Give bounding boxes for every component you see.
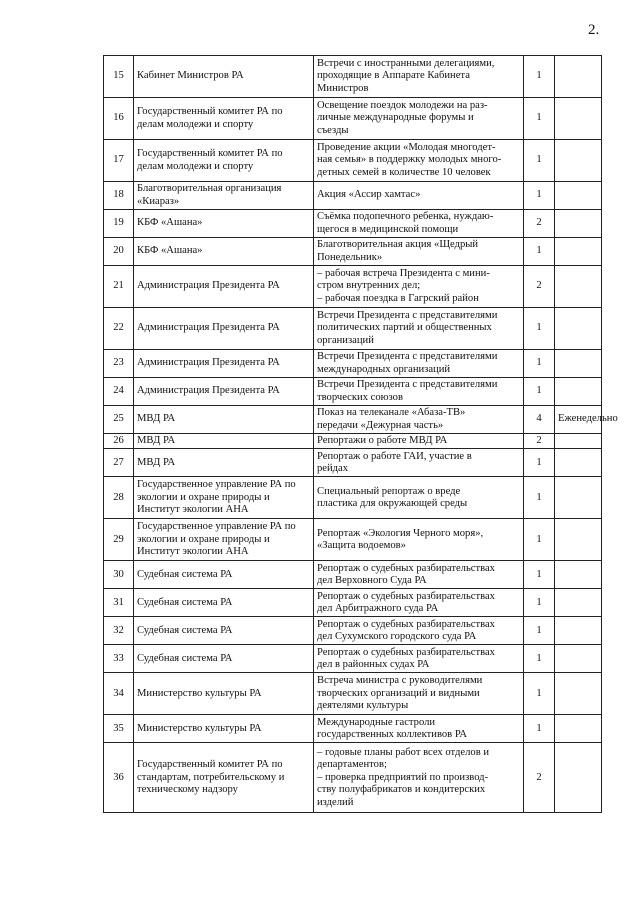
note-cell: [555, 434, 602, 449]
event-cell: Акция «Ассир хамтас»: [314, 182, 524, 210]
count-cell: 1: [524, 617, 555, 645]
table-row: [104, 56, 602, 98]
event-cell: Репортаж о судебных разбирательствах дел Верховного Суда РА: [314, 561, 524, 589]
row-number: 36: [104, 743, 134, 813]
table-row: [104, 715, 602, 743]
count-cell: 2: [524, 743, 555, 813]
row-number: 35: [104, 715, 134, 743]
note-cell: [555, 350, 602, 378]
table-row: [104, 98, 602, 140]
event-cell: Международные гастроли государственных коллективов РА: [314, 715, 524, 743]
organization-cell: Администрация Президента РА: [134, 308, 314, 350]
table-row: [104, 477, 602, 519]
note-cell: [555, 743, 602, 813]
note-cell: [555, 519, 602, 561]
organization-cell: МВД РА: [134, 449, 314, 477]
event-cell: Репортаж о судебных разбирательствах дел Сухумского городского суда РА: [314, 617, 524, 645]
note-cell: [555, 266, 602, 308]
note-cell: [555, 561, 602, 589]
organization-cell: Благотворительная организация «Киараз»: [134, 182, 314, 210]
event-cell: – рабочая встреча Президента с мини- стром внутренних дел; – рабочая поездка в Гагрский район: [314, 266, 524, 308]
row-number: 22: [104, 308, 134, 350]
count-cell: 1: [524, 715, 555, 743]
event-cell: Специальный репортаж о вреде пластика для окружающей среды: [314, 477, 524, 519]
row-number: 28: [104, 477, 134, 519]
event-cell: Встреча министра с руководителями творческих организаций и видными деятелями культуры: [314, 673, 524, 715]
table-row: [104, 561, 602, 589]
page-number: 2.: [588, 22, 600, 38]
organization-cell: МВД РА: [134, 434, 314, 449]
count-cell: 1: [524, 56, 555, 98]
row-number: 33: [104, 645, 134, 673]
event-cell: Показ на телеканале «Абаза-ТВ» передачи «Дежурная часть»: [314, 406, 524, 434]
organization-cell: КБФ «Ашана»: [134, 238, 314, 266]
row-number: 17: [104, 140, 134, 182]
event-cell: – годовые планы работ всех отделов и департаментов; – проверка предприятий по производ- ству полуфабрикатов и кондитерских изделий: [314, 743, 524, 813]
table-row: [104, 743, 602, 813]
event-cell: Репортаж о работе ГАИ, участие в рейдах: [314, 449, 524, 477]
table-row: [104, 617, 602, 645]
organization-cell: Государственный комитет РА по делам молодежи и спорту: [134, 140, 314, 182]
row-number: 29: [104, 519, 134, 561]
organization-cell: Министерство культуры РА: [134, 673, 314, 715]
events-table: [103, 55, 618, 813]
note-cell: [555, 140, 602, 182]
count-cell: 1: [524, 98, 555, 140]
note-cell: [555, 378, 602, 406]
count-cell: 1: [524, 350, 555, 378]
count-cell: 1: [524, 519, 555, 561]
organization-cell: Государственный комитет РА по стандартам, потребительскому и техническому надзору: [134, 743, 314, 813]
table-row: [104, 140, 602, 182]
row-number: 16: [104, 98, 134, 140]
row-number: 19: [104, 210, 134, 238]
note-cell: [555, 308, 602, 350]
event-cell: Репортажи о работе МВД РА: [314, 434, 524, 449]
row-number: 23: [104, 350, 134, 378]
note-cell: [555, 98, 602, 140]
table-row: [104, 406, 602, 434]
note-cell: [555, 238, 602, 266]
row-number: 31: [104, 589, 134, 617]
table-row: [104, 434, 602, 449]
count-cell: 2: [524, 266, 555, 308]
note-cell: [555, 449, 602, 477]
event-cell: Репортаж о судебных разбирательствах дел в районных судах РА: [314, 645, 524, 673]
table-row: [104, 519, 602, 561]
row-number: 30: [104, 561, 134, 589]
organization-cell: МВД РА: [134, 406, 314, 434]
count-cell: 1: [524, 673, 555, 715]
row-number: 15: [104, 56, 134, 98]
organization-cell: Кабинет Министров РА: [134, 56, 314, 98]
event-cell: Встречи Президента с представителями политических партий и общественных организаций: [314, 308, 524, 350]
note-cell: [555, 182, 602, 210]
note-cell: [555, 617, 602, 645]
organization-cell: Судебная система РА: [134, 561, 314, 589]
event-cell: Репортаж о судебных разбирательствах дел Арбитражного суда РА: [314, 589, 524, 617]
organization-cell: Судебная система РА: [134, 645, 314, 673]
row-number: 20: [104, 238, 134, 266]
row-number: 27: [104, 449, 134, 477]
table-row: [104, 210, 602, 238]
note-cell: Еженедельно: [555, 406, 602, 434]
table-row: [104, 182, 602, 210]
table-row: [104, 449, 602, 477]
table-row: [104, 589, 602, 617]
organization-cell: Администрация Президента РА: [134, 350, 314, 378]
count-cell: 1: [524, 238, 555, 266]
table-row: [104, 266, 602, 308]
row-number: 21: [104, 266, 134, 308]
count-cell: 2: [524, 434, 555, 449]
row-number: 18: [104, 182, 134, 210]
table-row: [104, 378, 602, 406]
count-cell: 1: [524, 561, 555, 589]
event-cell: Съёмка подопечного ребенка, нуждаю- щегося в медицинской помощи: [314, 210, 524, 238]
event-cell: Благотворительная акция «Щедрый Понедельник»: [314, 238, 524, 266]
note-cell: [555, 715, 602, 743]
table-row: [104, 645, 602, 673]
table-row: [104, 673, 602, 715]
event-cell: Встречи Президента с представителями международных организаций: [314, 350, 524, 378]
count-cell: 1: [524, 140, 555, 182]
organization-cell: Судебная система РА: [134, 589, 314, 617]
count-cell: 1: [524, 449, 555, 477]
event-cell: Встречи с иностранными делегациями, проходящие в Аппарате Кабинета Министров: [314, 56, 524, 98]
organization-cell: КБФ «Ашана»: [134, 210, 314, 238]
organization-cell: Администрация Президента РА: [134, 378, 314, 406]
count-cell: 1: [524, 182, 555, 210]
row-number: 25: [104, 406, 134, 434]
count-cell: 1: [524, 645, 555, 673]
organization-cell: Министерство культуры РА: [134, 715, 314, 743]
count-cell: 1: [524, 378, 555, 406]
count-cell: 1: [524, 589, 555, 617]
row-number: 26: [104, 434, 134, 449]
note-cell: [555, 210, 602, 238]
table-row: [104, 308, 602, 350]
table-row: [104, 238, 602, 266]
organization-cell: Администрация Президента РА: [134, 266, 314, 308]
count-cell: 1: [524, 477, 555, 519]
event-cell: Освещение поездок молодежи на раз- личные международные форумы и съезды: [314, 98, 524, 140]
note-cell: [555, 645, 602, 673]
event-cell: Проведение акции «Молодая многодет- ная семья» в поддержку молодых много- детных семей в количестве 10 человек: [314, 140, 524, 182]
organization-cell: Государственное управление РА по экологии и охране природы и Институт экологии АНА: [134, 519, 314, 561]
row-number: 34: [104, 673, 134, 715]
note-cell: [555, 589, 602, 617]
note-cell: [555, 673, 602, 715]
event-cell: Встречи Президента с представителями творческих союзов: [314, 378, 524, 406]
organization-cell: Государственный комитет РА по делам молодежи и спорту: [134, 98, 314, 140]
event-cell: Репортаж «Экология Черного моря», «Защита водоемов»: [314, 519, 524, 561]
count-cell: 1: [524, 308, 555, 350]
note-cell: [555, 477, 602, 519]
table-row: [104, 350, 602, 378]
organization-cell: Судебная система РА: [134, 617, 314, 645]
count-cell: 4: [524, 406, 555, 434]
note-cell: [555, 56, 602, 98]
row-number: 32: [104, 617, 134, 645]
organization-cell: Государственное управление РА по экологии и охране природы и Институт экологии АНА: [134, 477, 314, 519]
count-cell: 2: [524, 210, 555, 238]
row-number: 24: [104, 378, 134, 406]
